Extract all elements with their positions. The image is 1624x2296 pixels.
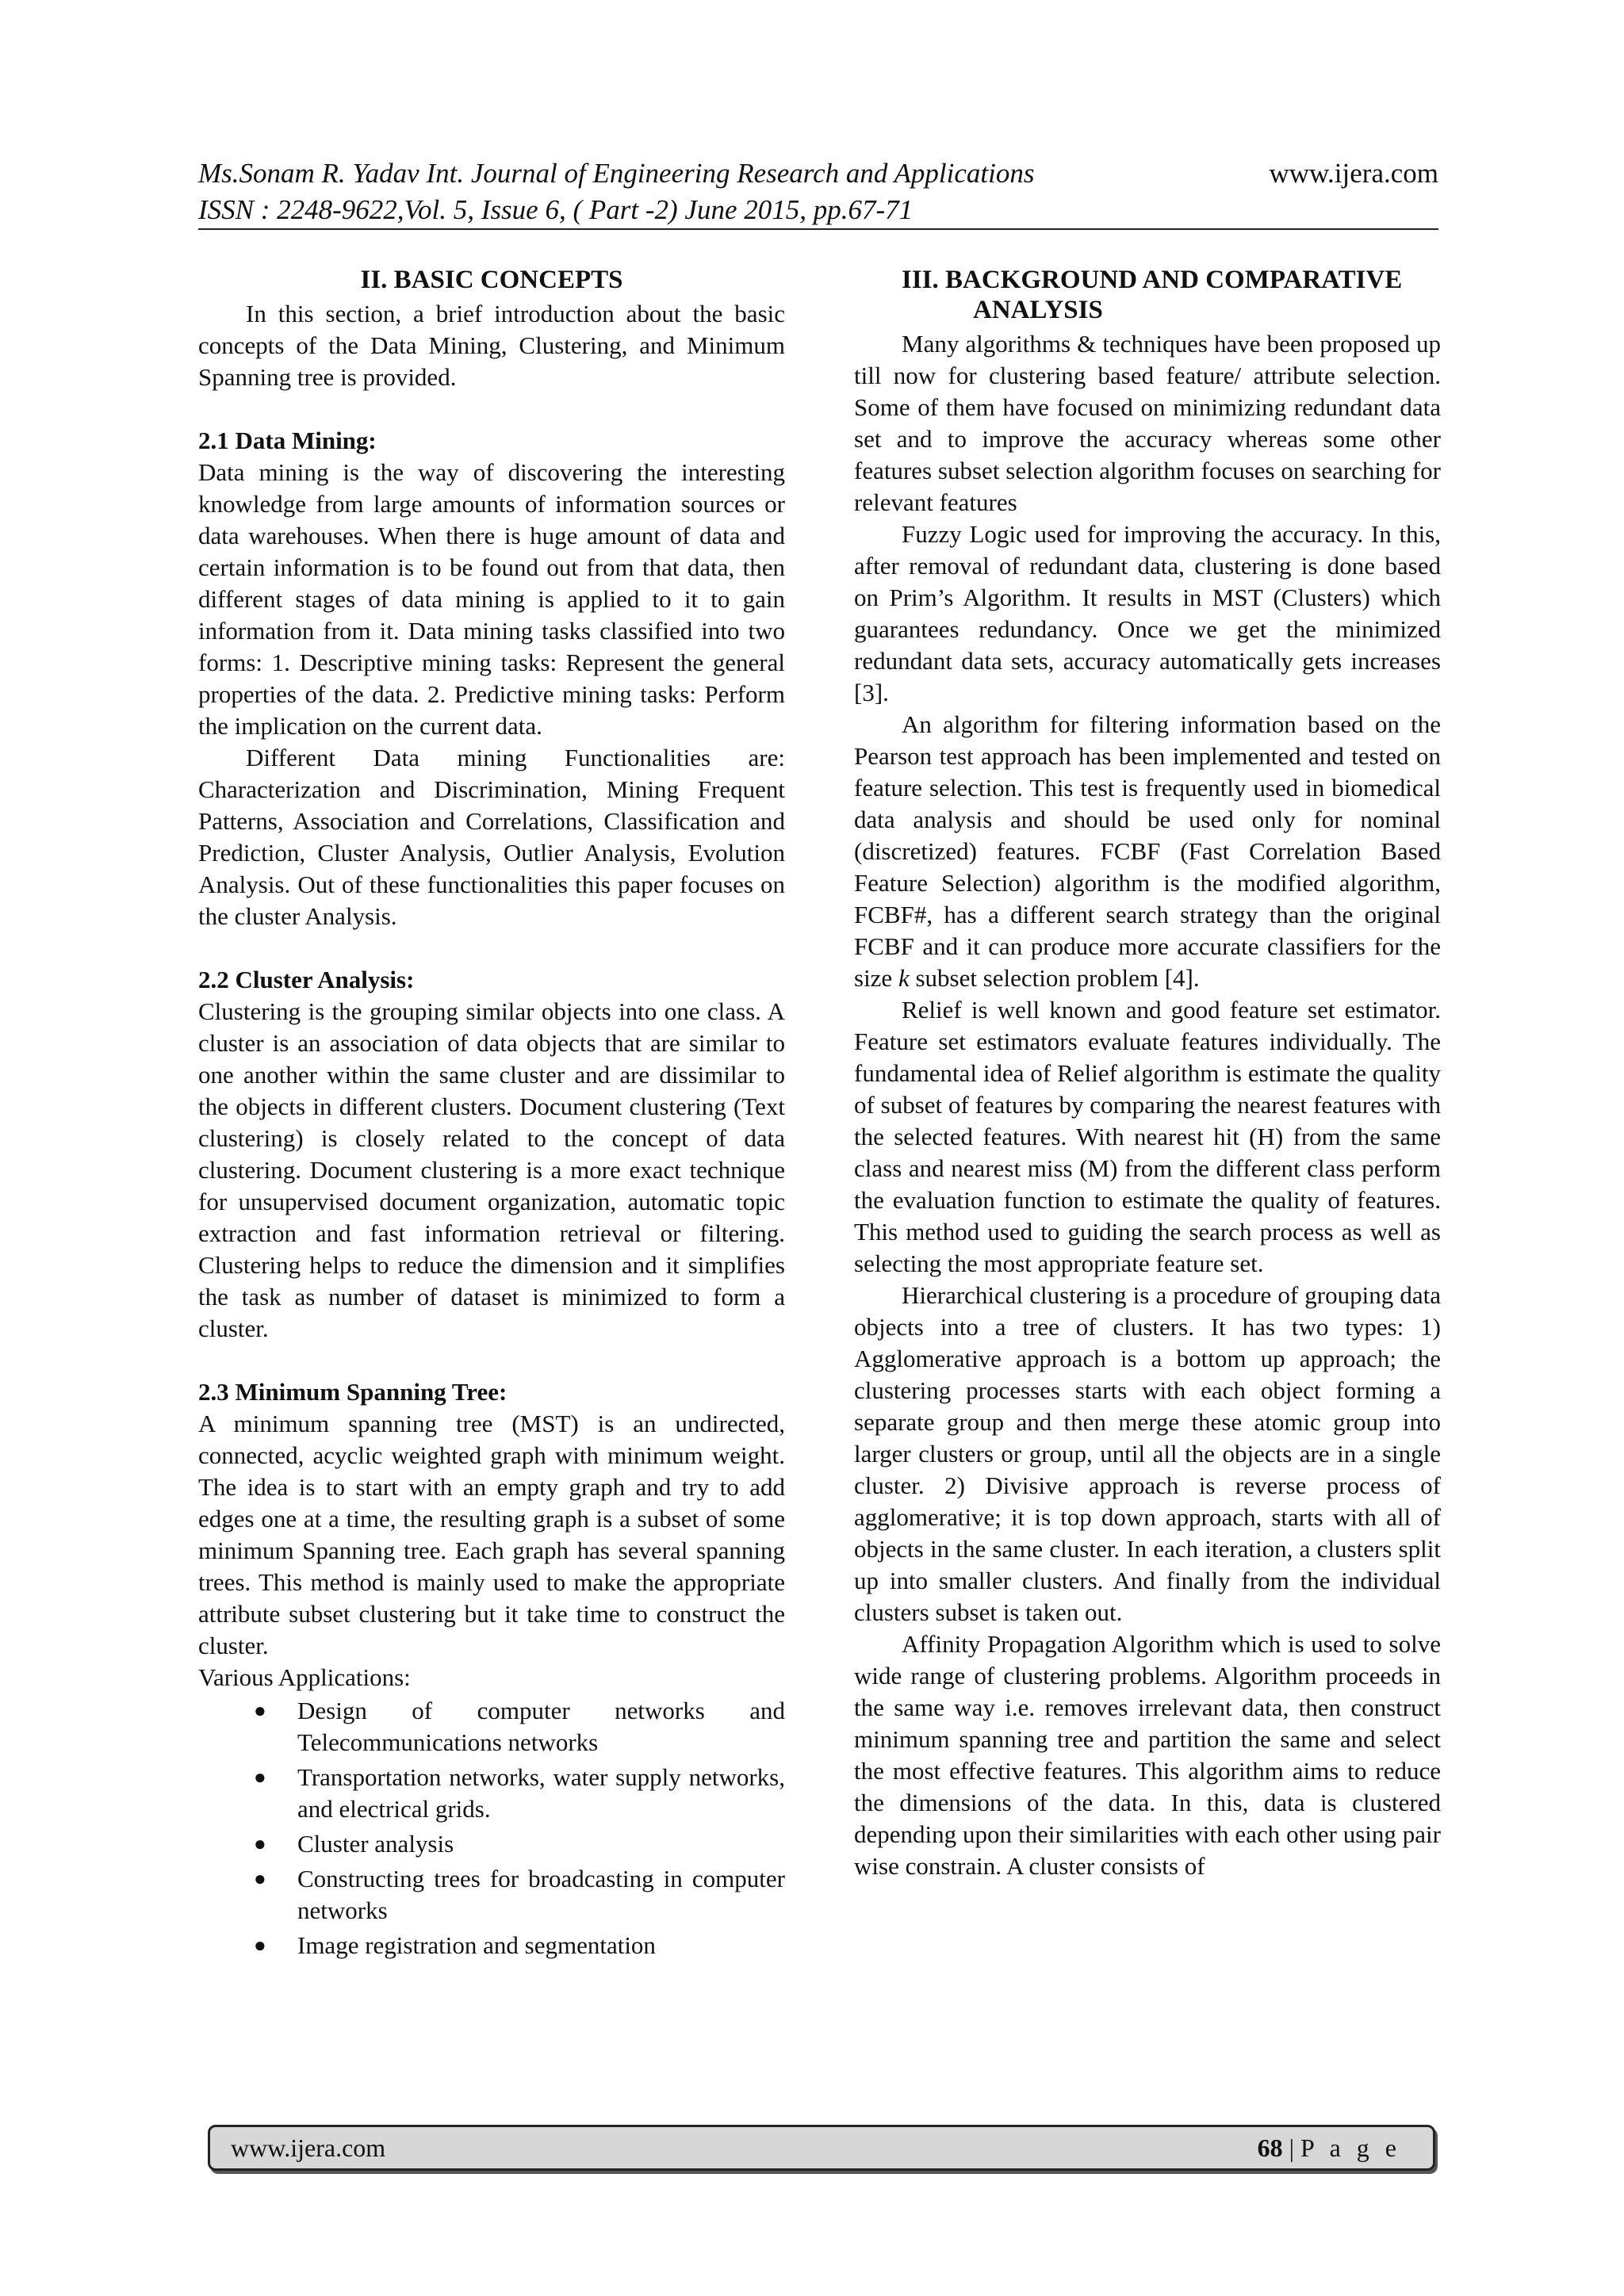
page-footer [208,2125,1435,2171]
list-item [198,1762,785,1825]
cluster-analysis-paragraph: Clustering is the grouping similar objects into one class. A cluster is an association of data objects that are similar to one another within the same cluster and are dissimilar to the objects in different clusters. Document clustering (Text clustering) is closely related to the concept of data clustering. Document clustering is a more exact technique for unsupervised document organization, automatic topic extraction and fast information retrieval or filtering. Clustering helps to reduce the dimension and it simplifies the task as number of dataset is minimized to form a cluster. [198,997,785,1342]
section-title-line-1: III. BACKGROUND AND COMPARATIVE [902,266,1403,294]
footer-website: www.ijera.com [231,2133,386,2162]
background-paragraph-2: Fuzzy Logic used for improving the accuracy. In this, after removal of redundant data, clustering is done based on Prim’s Algorithm. It results in MST (Clusters) which guarantees redundancy. Once we get the minimized redundant data sets, accuracy automatically gets increases [3]. [854,520,1441,706]
section-title-background [854,265,1441,325]
page-number: 68 [1257,2133,1283,2162]
section-title-basic-concepts: II. BASIC CONCEPTS [360,266,623,294]
list-item-text: Design of computer networks and Telecommunications networks [297,1697,785,1756]
journal-citation: Ms.Sonam R. Yadav Int. Journal of Engineering Research and Applications [198,158,1035,189]
issn-line: ISSN : 2248-9622,Vol. 5, Issue 6, ( Part -2) June 2015, pp.67-71 [198,194,914,225]
data-mining-paragraph-1: Data mining is the way of discovering the interesting knowledge from large amounts of information sources or data warehouses. When there is huge amount of data and certain information is to be found out from that data, then different stages of data mining is applied to it to gain information from it. Data mining tasks classified into two forms: 1. Descriptive mining tasks: Represent the general properties of the data. 2. Predictive mining tasks: Perform the implication on the current data. [198,458,785,740]
background-paragraph-4: Relief is well known and good feature set estimator. Feature set estimators evaluate features individually. The fundamental idea of Relief algorithm is estimate the quality of subset of features by comparing the nearest features with the selected features. With nearest hit (H) from the same class and nearest miss (M) from the different class perform the evaluation function to estimate the quality of features. This method used to guiding the search process as well as selecting the most appropriate feature set. [854,996,1441,1277]
background-paragraph-1: Many algorithms & techniques have been proposed up till now for clustering based feature/ attribute selection. Some of them have focused on minimizing redundant data set and to improve the accuracy whereas some other features subset selection algorithm focuses on searching for relevant features [854,330,1441,516]
header-line-1 [198,155,1438,192]
running-header [198,155,1438,228]
data-mining-paragraph-2: Different Data mining Functionalities are: Characterization and Discrimination, Mining Frequent Patterns, Association and Correlations, Classification and Prediction, Cluster Analysis, Outlier Analysis, Evolution Analysis. Out of these functionalities this paper focuses on the cluster Analysis. [198,744,785,930]
header-website: www.ijera.com [1269,158,1438,189]
paragraph-3-text-a: An algorithm for filtering information based on the Pearson test approach has been implemented and tested on feature selection. This test is frequently used in biomedical data analysis and should be used only for nominal (discretized) features. FCBF (Fast Correlation Based Feature Selection) algorithm is the modified algorithm, FCBF#, has a different search strategy than the original FCBF and it can produce more accurate classifiers for the size [854,710,1441,992]
list-item [198,1863,785,1927]
subheading-minimum-spanning-tree: 2.3 Minimum Spanning Tree: [198,1378,508,1406]
subheading-cluster-analysis: 2.2 Cluster Analysis: [198,966,415,993]
section-title-line-2: ANALYSIS [973,296,1103,324]
header-divider [198,228,1438,230]
applications-label: Various Applications: [198,1663,411,1691]
mst-paragraph: A minimum spanning tree (MST) is an undirected, connected, acyclic weighted graph with minimum weight. The idea is to start with an empty graph and try to add edges one at a time, the resulting graph is a subset of some minimum Spanning tree. Each graph has several spanning trees. This method is mainly used to make the appropriate attribute subset clustering but it take time to construct the cluster. [198,1410,785,1659]
list-item-text: Image registration and segmentation [297,1931,656,1959]
bullet-icon: ● [254,1832,266,1855]
bullet-icon: ● [254,1766,266,1789]
footer-page-label [1258,2133,1401,2163]
bullet-icon: ● [254,1934,266,1957]
background-paragraph-6: Affinity Propagation Algorithm which is used to solve wide range of clustering problems. Algorithm proceeds in the same way i.e. removes irrelevant data, then construct minimum spanning tree and partition the same and select the most effective features. This algorithm aims to reduce the dimensions of the data. In this, data is clustered depending upon their similarities with each other using pair wise constrain. A cluster consists of [854,1630,1441,1880]
left-column [198,265,785,1965]
list-item [198,1695,785,1758]
bullet-icon: ● [254,1699,266,1722]
header-line-2 [198,192,1438,228]
background-paragraph-5: Hierarchical clustering is a procedure of grouping data objects into a tree of clusters. It has two types: 1) Agglomerative approach is a bottom up approach; the clustering processes starts with each object forming a separate group and then merge these atomic group into larger clusters or group, until all the objects are in a single cluster. 2) Divisive approach is reverse process of agglomerative; it is top down approach, starts with all of objects in the same cluster. In each iteration, a clusters split up into smaller clusters. And finally from the individual clusters subset is taken out. [854,1281,1441,1626]
bullet-icon: ● [254,1867,266,1890]
page-word: P a g e [1300,2133,1401,2162]
list-item-text: Constructing trees for broadcasting in computer networks [297,1865,785,1924]
variable-k: k [898,964,910,992]
list-item [198,1828,785,1860]
paragraph-3-text-b: subset selection problem [4]. [909,964,1200,992]
right-column [854,265,1441,1882]
list-item-text: Cluster analysis [297,1830,454,1858]
page-separator: | [1282,2133,1300,2162]
list-item-text: Transportation networks, water supply networks, and electrical grids. [297,1763,785,1823]
applications-list [198,1695,785,1961]
intro-paragraph: In this section, a brief introduction about the basic concepts of the Data Mining, Clustering, and Minimum Spanning tree is provided. [198,300,785,391]
list-item [198,1930,785,1961]
subheading-data-mining: 2.1 Data Mining: [198,427,377,454]
background-paragraph-3 [854,709,1441,994]
